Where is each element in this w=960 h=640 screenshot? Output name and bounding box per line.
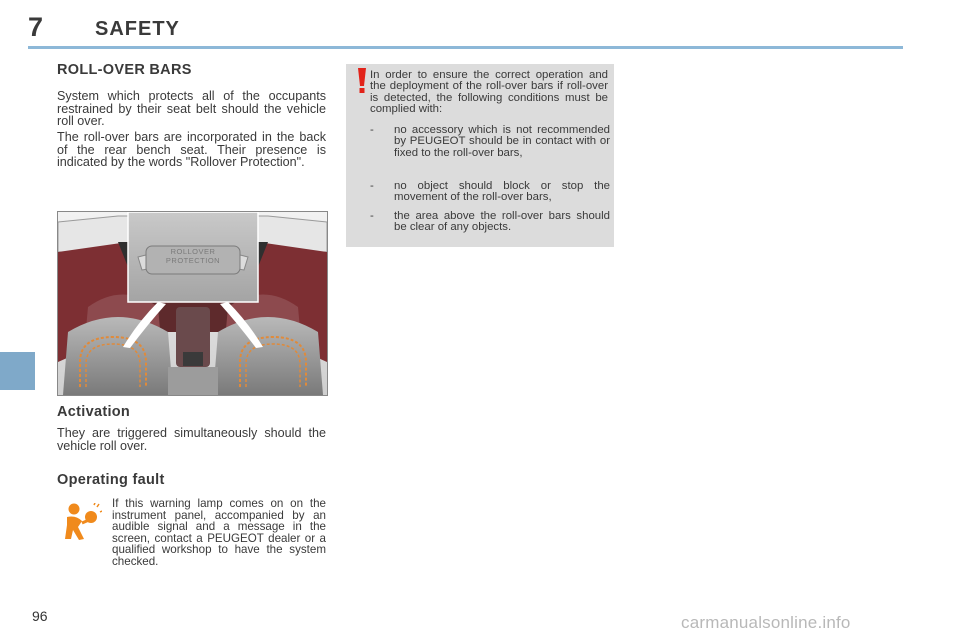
operating-fault-text: If this warning lamp comes on on the instrument panel, accompanied by an audible signal and a message in the screen, contact a PEUGEOT dealer or a qualified workshop to have the system checked. (112, 497, 326, 568)
warning-box (346, 64, 614, 247)
activation-text: They are triggered simultaneously should the vehicle roll over. (57, 426, 326, 453)
exclamation-warning-icon (356, 67, 368, 95)
list-dash: - (370, 210, 374, 222)
warning-intro: In order to ensure the correct operation and the deployment of the roll-over bars if roll-over is detected, the following conditions must be complied with: (370, 69, 608, 115)
list-dash: - (370, 180, 374, 192)
chapter-title: SAFETY (95, 18, 180, 40)
rollover-bars-illustration (57, 211, 328, 396)
list-dash: - (370, 124, 374, 136)
section-title-operating-fault: Operating fault (57, 472, 165, 488)
car-interior-drawing (58, 212, 327, 395)
rollover-protection-label (146, 247, 240, 265)
warning-item (370, 211, 610, 234)
rollover-para-2: The roll-over bars are incorporated in the back of the rear bench seat. Their presence is indicated by the words "Rollover Protection". (57, 130, 326, 169)
airbag-warning-lamp-icon (62, 503, 102, 541)
chapter-number: 7 (28, 12, 44, 42)
section-title-activation: Activation (57, 404, 131, 420)
warning-item-text: the area above the roll-over bars should be clear of any objects. (394, 210, 610, 234)
warning-item-text: no object should block or stop the movement of the roll-over bars, (394, 180, 610, 204)
label-line-1: ROLLOVER (170, 247, 216, 256)
warning-item-text: no accessory which is not recommended by PEUGEOT should be in contact with or fixed to the roll-over bars, (394, 124, 610, 159)
warning-item (370, 181, 610, 204)
chapter-side-tab (0, 352, 35, 390)
section-title-rollover: ROLL-OVER BARS (57, 62, 192, 78)
label-line-2: PROTECTION (165, 256, 221, 265)
page-number: 96 (32, 608, 48, 624)
watermark: carmanualsonline.info (681, 613, 851, 632)
header-rule (28, 46, 903, 49)
warning-item (370, 125, 610, 159)
rollover-para-1: System which protects all of the occupants restrained by their seat belt should the vehicle roll over. (57, 89, 326, 128)
